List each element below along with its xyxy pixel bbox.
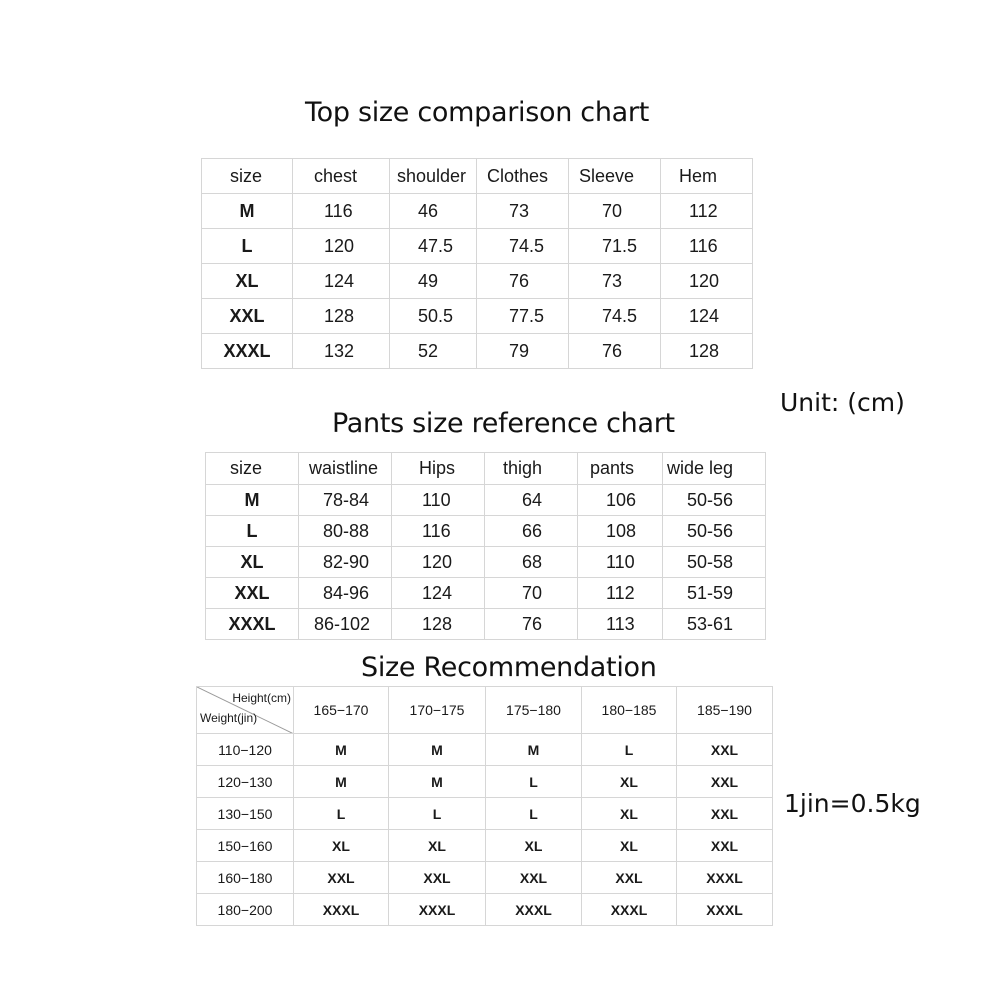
value-cell: 128	[293, 299, 390, 334]
value-cell: 128	[392, 609, 485, 640]
table-row	[197, 766, 773, 798]
value-cell: 82-90	[299, 547, 392, 578]
size-cell: XXL	[582, 862, 677, 894]
table-row	[206, 485, 766, 516]
value-cell: 68	[485, 547, 578, 578]
value-cell: 49	[390, 264, 477, 299]
value-cell: 79	[477, 334, 569, 369]
table-row	[202, 264, 753, 299]
jin-conversion-note: 1jin=0.5kg	[784, 789, 921, 818]
table-row	[206, 516, 766, 547]
header-cell: Hips	[392, 453, 485, 485]
header-cell: pants	[578, 453, 663, 485]
value-cell: 106	[578, 485, 663, 516]
value-cell: 50-56	[663, 485, 766, 516]
value-cell: 73	[569, 264, 661, 299]
value-cell: 76	[569, 334, 661, 369]
size-cell: XL	[202, 264, 293, 299]
table-row	[202, 194, 753, 229]
value-cell: 78-84	[299, 485, 392, 516]
value-cell: 53-61	[663, 609, 766, 640]
pants-chart-title: Pants size reference chart	[332, 408, 675, 439]
value-cell: 50-58	[663, 547, 766, 578]
table-header-row	[202, 159, 753, 194]
value-cell: 74.5	[477, 229, 569, 264]
table-row	[197, 734, 773, 766]
size-cell: XXL	[677, 734, 773, 766]
value-cell: 76	[477, 264, 569, 299]
weight-range-cell: 120−130	[197, 766, 294, 798]
weight-range-cell: 130−150	[197, 798, 294, 830]
value-cell: 124	[661, 299, 753, 334]
size-cell: M	[389, 734, 486, 766]
size-cell: XXL	[206, 578, 299, 609]
value-cell: 77.5	[477, 299, 569, 334]
value-cell: 124	[392, 578, 485, 609]
pants-size-table	[205, 452, 766, 640]
size-cell: XXXL	[202, 334, 293, 369]
value-cell: 51-59	[663, 578, 766, 609]
header-cell: Hem	[661, 159, 753, 194]
header-cell: chest	[293, 159, 390, 194]
size-cell: XXXL	[582, 894, 677, 926]
size-cell: XXXL	[206, 609, 299, 640]
value-cell: 110	[392, 485, 485, 516]
size-cell: M	[294, 766, 389, 798]
size-cell: M	[389, 766, 486, 798]
value-cell: 112	[661, 194, 753, 229]
height-range-cell: 175−180	[486, 687, 582, 734]
top-size-table	[201, 158, 753, 369]
value-cell: 120	[293, 229, 390, 264]
weight-range-cell: 110−120	[197, 734, 294, 766]
size-recommendation-table	[196, 686, 773, 926]
value-cell: 124	[293, 264, 390, 299]
weight-range-cell: 150−160	[197, 830, 294, 862]
value-cell: 112	[578, 578, 663, 609]
size-cell: XXL	[486, 862, 582, 894]
size-cell: L	[486, 766, 582, 798]
size-cell: L	[294, 798, 389, 830]
value-cell: 116	[293, 194, 390, 229]
table-row	[197, 798, 773, 830]
value-cell: 50.5	[390, 299, 477, 334]
value-cell: 70	[569, 194, 661, 229]
value-cell: 86-102	[299, 609, 392, 640]
value-cell: 46	[390, 194, 477, 229]
size-cell: XXXL	[677, 862, 773, 894]
table-row	[197, 830, 773, 862]
value-cell: 47.5	[390, 229, 477, 264]
height-range-cell: 185−190	[677, 687, 773, 734]
size-cell: L	[202, 229, 293, 264]
header-cell: Clothes	[477, 159, 569, 194]
table-row	[206, 609, 766, 640]
table-header-row	[206, 453, 766, 485]
value-cell: 132	[293, 334, 390, 369]
value-cell: 84-96	[299, 578, 392, 609]
size-cell: XXL	[677, 830, 773, 862]
table-row	[202, 229, 753, 264]
size-cell: XL	[206, 547, 299, 578]
table-row	[197, 862, 773, 894]
weight-axis-label: Weight(jin)	[200, 711, 258, 725]
height-range-cell: 165−170	[294, 687, 389, 734]
size-cell: M	[294, 734, 389, 766]
weight-range-cell: 180−200	[197, 894, 294, 926]
size-cell: XXL	[389, 862, 486, 894]
value-cell: 108	[578, 516, 663, 547]
height-range-cell: 180−185	[582, 687, 677, 734]
size-cell: XXL	[677, 766, 773, 798]
value-cell: 71.5	[569, 229, 661, 264]
size-cell: L	[582, 734, 677, 766]
header-cell: thigh	[485, 453, 578, 485]
recommendation-title: Size Recommendation	[361, 652, 657, 683]
table-row	[206, 547, 766, 578]
size-cell: L	[206, 516, 299, 547]
size-cell: XL	[582, 798, 677, 830]
header-cell: shoulder	[390, 159, 477, 194]
header-cell: wide leg	[663, 453, 766, 485]
height-range-cell: 170−175	[389, 687, 486, 734]
size-cell: XXXL	[389, 894, 486, 926]
table-header-row	[197, 687, 773, 734]
table-row	[202, 334, 753, 369]
value-cell: 73	[477, 194, 569, 229]
size-cell: XXL	[294, 862, 389, 894]
unit-note: Unit: (cm)	[780, 388, 905, 417]
value-cell: 128	[661, 334, 753, 369]
table-row	[197, 894, 773, 926]
value-cell: 50-56	[663, 516, 766, 547]
header-cell: waistline	[299, 453, 392, 485]
value-cell: 70	[485, 578, 578, 609]
size-cell: XXXL	[294, 894, 389, 926]
height-axis-label: Height(cm)	[232, 691, 291, 705]
size-cell: XXXL	[677, 894, 773, 926]
value-cell: 116	[661, 229, 753, 264]
size-cell: XL	[389, 830, 486, 862]
size-cell: XL	[582, 766, 677, 798]
weight-range-cell: 160−180	[197, 862, 294, 894]
value-cell: 74.5	[569, 299, 661, 334]
size-cell: XL	[294, 830, 389, 862]
value-cell: 116	[392, 516, 485, 547]
size-cell: XL	[486, 830, 582, 862]
corner-header-cell	[197, 687, 294, 734]
size-cell: XL	[582, 830, 677, 862]
value-cell: 52	[390, 334, 477, 369]
header-cell: size	[206, 453, 299, 485]
size-cell: L	[389, 798, 486, 830]
value-cell: 66	[485, 516, 578, 547]
value-cell: 80-88	[299, 516, 392, 547]
table-row	[206, 578, 766, 609]
size-cell: XXL	[202, 299, 293, 334]
size-cell: XXXL	[486, 894, 582, 926]
size-cell: XXL	[677, 798, 773, 830]
value-cell: 120	[661, 264, 753, 299]
value-cell: 110	[578, 547, 663, 578]
value-cell: 120	[392, 547, 485, 578]
table-row	[202, 299, 753, 334]
value-cell: 76	[485, 609, 578, 640]
size-cell: M	[486, 734, 582, 766]
size-cell: M	[206, 485, 299, 516]
size-cell: M	[202, 194, 293, 229]
header-cell: size	[202, 159, 293, 194]
top-chart-title: Top size comparison chart	[305, 97, 650, 128]
value-cell: 64	[485, 485, 578, 516]
header-cell: Sleeve	[569, 159, 661, 194]
value-cell: 113	[578, 609, 663, 640]
size-cell: L	[486, 798, 582, 830]
